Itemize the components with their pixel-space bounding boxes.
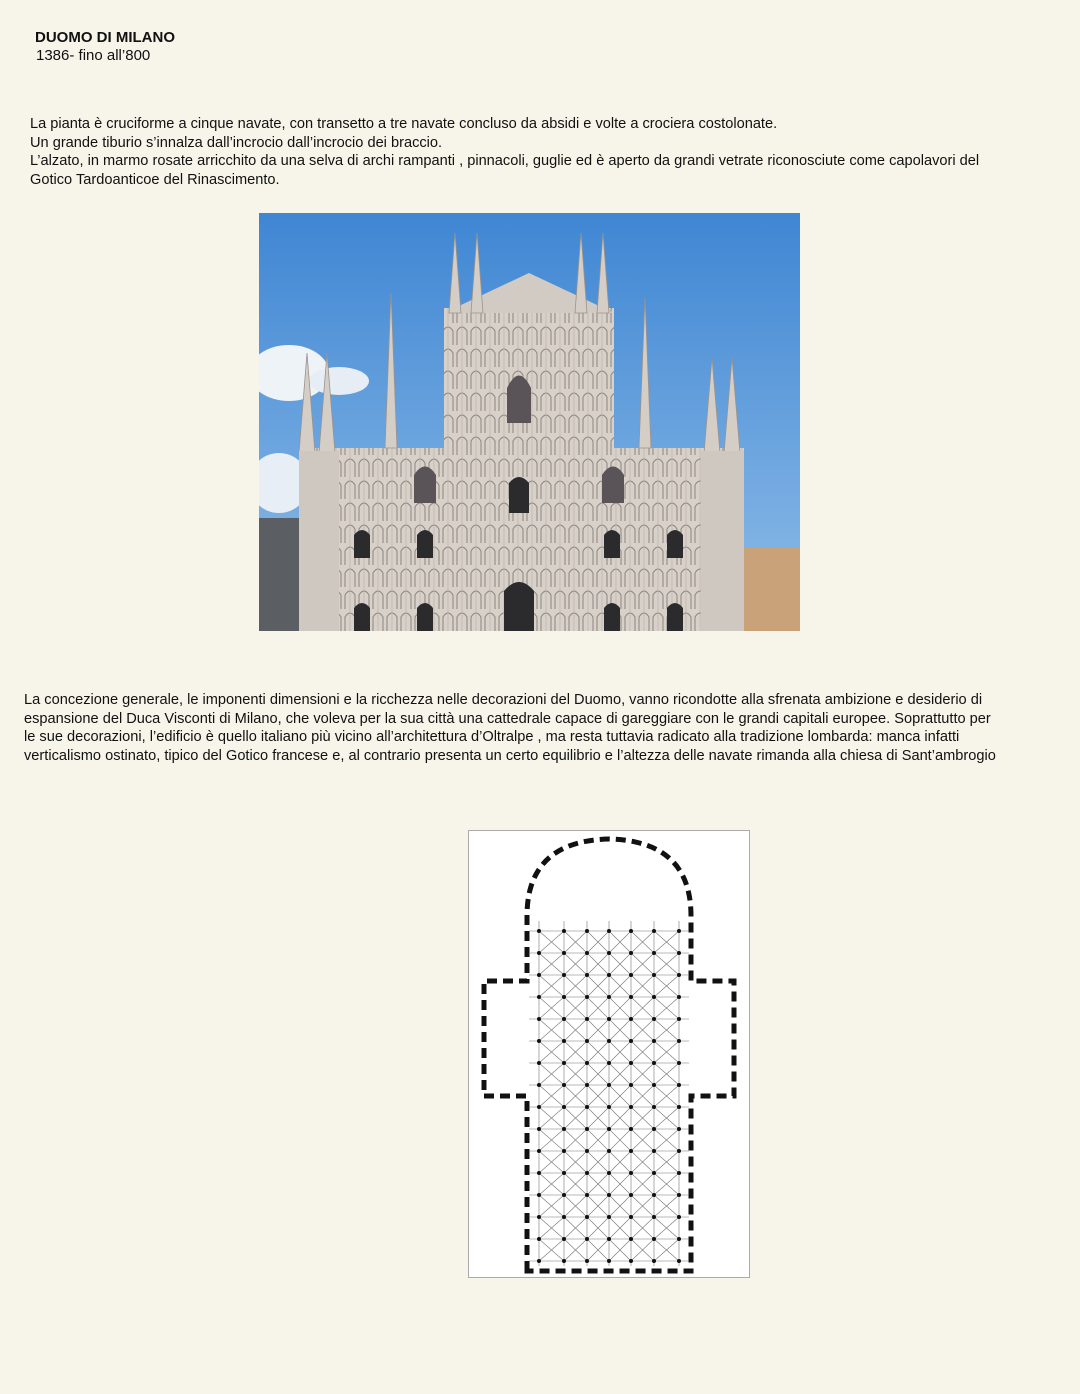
plan-pier [652,951,656,955]
plan-pier [537,1171,541,1175]
plan-pier [562,1105,566,1109]
plan-pier [652,1105,656,1109]
plan-pier [585,951,589,955]
plan-pier [585,929,589,933]
plan-pier [607,1039,611,1043]
intro-line: Gotico Tardoanticoe del Rinascimento. [30,171,280,188]
intro-line: La pianta è cruciforme a cinque navate, con transetto a tre navate concluso da absidi e volte a crociera costolonate. [30,116,778,132]
plan-pier [537,951,541,955]
plan-pier [677,1193,681,1197]
plan-pier [677,1149,681,1153]
plan-pier [585,1105,589,1109]
plan-pier [607,1017,611,1021]
plan-pier [562,1149,566,1153]
plan-pier [585,1149,589,1153]
plan-pier [607,1171,611,1175]
plan-pier [607,1259,611,1263]
plan-pier [607,951,611,955]
plan-pier [607,1127,611,1131]
plan-pier [537,995,541,999]
plan-pier [629,1017,633,1021]
plan-pier [652,995,656,999]
plan-pier [677,1017,681,1021]
plan-pier [537,1039,541,1043]
plan-pier [652,1017,656,1021]
page-subtitle: 1386- fino all’800 [36,47,151,64]
plan-pier [652,1215,656,1219]
plan-pier [562,1215,566,1219]
duomo-floor-plan [468,830,750,1278]
plan-pier [652,1149,656,1153]
plan-pier [629,1193,633,1197]
plan-pier [652,1237,656,1241]
body-line: La concezione generale, le imponenti dimensioni e la ricchezza nelle decorazioni del Duomo, vanno ricondotte alla sfrenata ambizione e desiderio di [24,692,983,708]
plan-pier [585,1017,589,1021]
plan-pier [607,929,611,933]
plan-pier [585,1127,589,1131]
plan-pier [677,951,681,955]
plan-pier [652,1039,656,1043]
plan-pier [607,1083,611,1087]
duomo-facade-photo [259,213,800,631]
plan-pier [562,1039,566,1043]
plan-pier [629,1105,633,1109]
plan-pier [629,1149,633,1153]
plan-pier [652,1171,656,1175]
plan-pier [562,1017,566,1021]
plan-pier [652,1193,656,1197]
plan-pier [607,1061,611,1065]
plan-pier [562,973,566,977]
plan-pier [677,995,681,999]
plan-pier [537,929,541,933]
plan-pier [607,995,611,999]
plan-pier [629,995,633,999]
plan-pier [537,1149,541,1153]
plan-pier [629,1171,633,1175]
intro-line: L’alzato, in marmo rosate arricchito da una selva di archi rampanti , pinnacoli, guglie ed è aperto da grandi vetrate riconosciute come capolavori del [30,153,980,170]
plan-pier [585,1171,589,1175]
intro-line: Un grande tiburio s’innalza dall’incrocio dall’incrocio dei braccio. [30,134,443,151]
body-line: le sue decorazioni, l’edificio è quello italiano più vicino all’architettura d’Oltralpe , ma resta tuttavia radicato alla tradizione lombarda: manca infatti [24,729,960,746]
plan-pier [562,1127,566,1131]
plan-pier [562,1171,566,1175]
plan-pier [629,1039,633,1043]
plan-pier [677,973,681,977]
body-paragraph [24,691,996,765]
plan-pier [652,973,656,977]
plan-pier [537,1259,541,1263]
plan-pier [629,1259,633,1263]
plan-pier [677,1127,681,1131]
plan-pier [607,1105,611,1109]
plan-pier [652,1083,656,1087]
plan-pier [677,1105,681,1109]
plan-pier [677,1215,681,1219]
body-line: espansione del Duca Visconti di Milano, che voleva per la sua città una cattedrale capace di gareggiare con le grandi capitali europee. Soprattutto per [24,710,991,727]
plan-pier [677,1061,681,1065]
plan-pier [607,1149,611,1153]
body-line: verticalismo ostinato, tipico del Gotico francese e, al contrario presenta un certo equilibrio e l’altezza delle navate rimanda alla chiesa di Sant’ambrogio [24,747,996,764]
plan-pier [585,973,589,977]
plan-pier [652,929,656,933]
plan-pier [562,951,566,955]
plan-pier [652,1127,656,1131]
plan-pier [677,1171,681,1175]
plan-pier [607,1193,611,1197]
plan-pier [677,929,681,933]
plan-pier [562,929,566,933]
plan-pier [562,1061,566,1065]
plan-pier [537,1215,541,1219]
plan-pier [629,929,633,933]
plan-pier [585,1083,589,1087]
plan-pier [607,1237,611,1241]
plan-pier [607,1215,611,1219]
plan-pier [562,1083,566,1087]
plan-pier [537,1083,541,1087]
plan-pier [652,1259,656,1263]
plan-pier [677,1083,681,1087]
plan-pier [585,1237,589,1241]
page-title: DUOMO DI MILANO [35,29,175,46]
plan-pier [537,1237,541,1241]
plan-pier [585,1215,589,1219]
plan-pier [585,1193,589,1197]
plan-pier [629,1237,633,1241]
plan-pier [677,1259,681,1263]
plan-pier [677,1039,681,1043]
plan-pier [537,1127,541,1131]
plan-pier [585,1259,589,1263]
plan-pier [629,973,633,977]
plan-pier [629,1127,633,1131]
plan-pier [562,1193,566,1197]
plan-pier [585,1061,589,1065]
intro-paragraph [30,115,979,189]
plan-pier [562,995,566,999]
plan-pier [607,973,611,977]
plan-pier [652,1061,656,1065]
plan-pier [629,1083,633,1087]
plan-pier [537,1193,541,1197]
plan-pier [537,1061,541,1065]
plan-pier [537,1017,541,1021]
plan-pier [585,995,589,999]
plan-pier [537,973,541,977]
plan-pier [629,1215,633,1219]
plan-pier [585,1039,589,1043]
plan-pier [629,1061,633,1065]
plan-pier [562,1259,566,1263]
plan-pier [537,1105,541,1109]
plan-pier [562,1237,566,1241]
plan-pier [629,951,633,955]
plan-pier [677,1237,681,1241]
